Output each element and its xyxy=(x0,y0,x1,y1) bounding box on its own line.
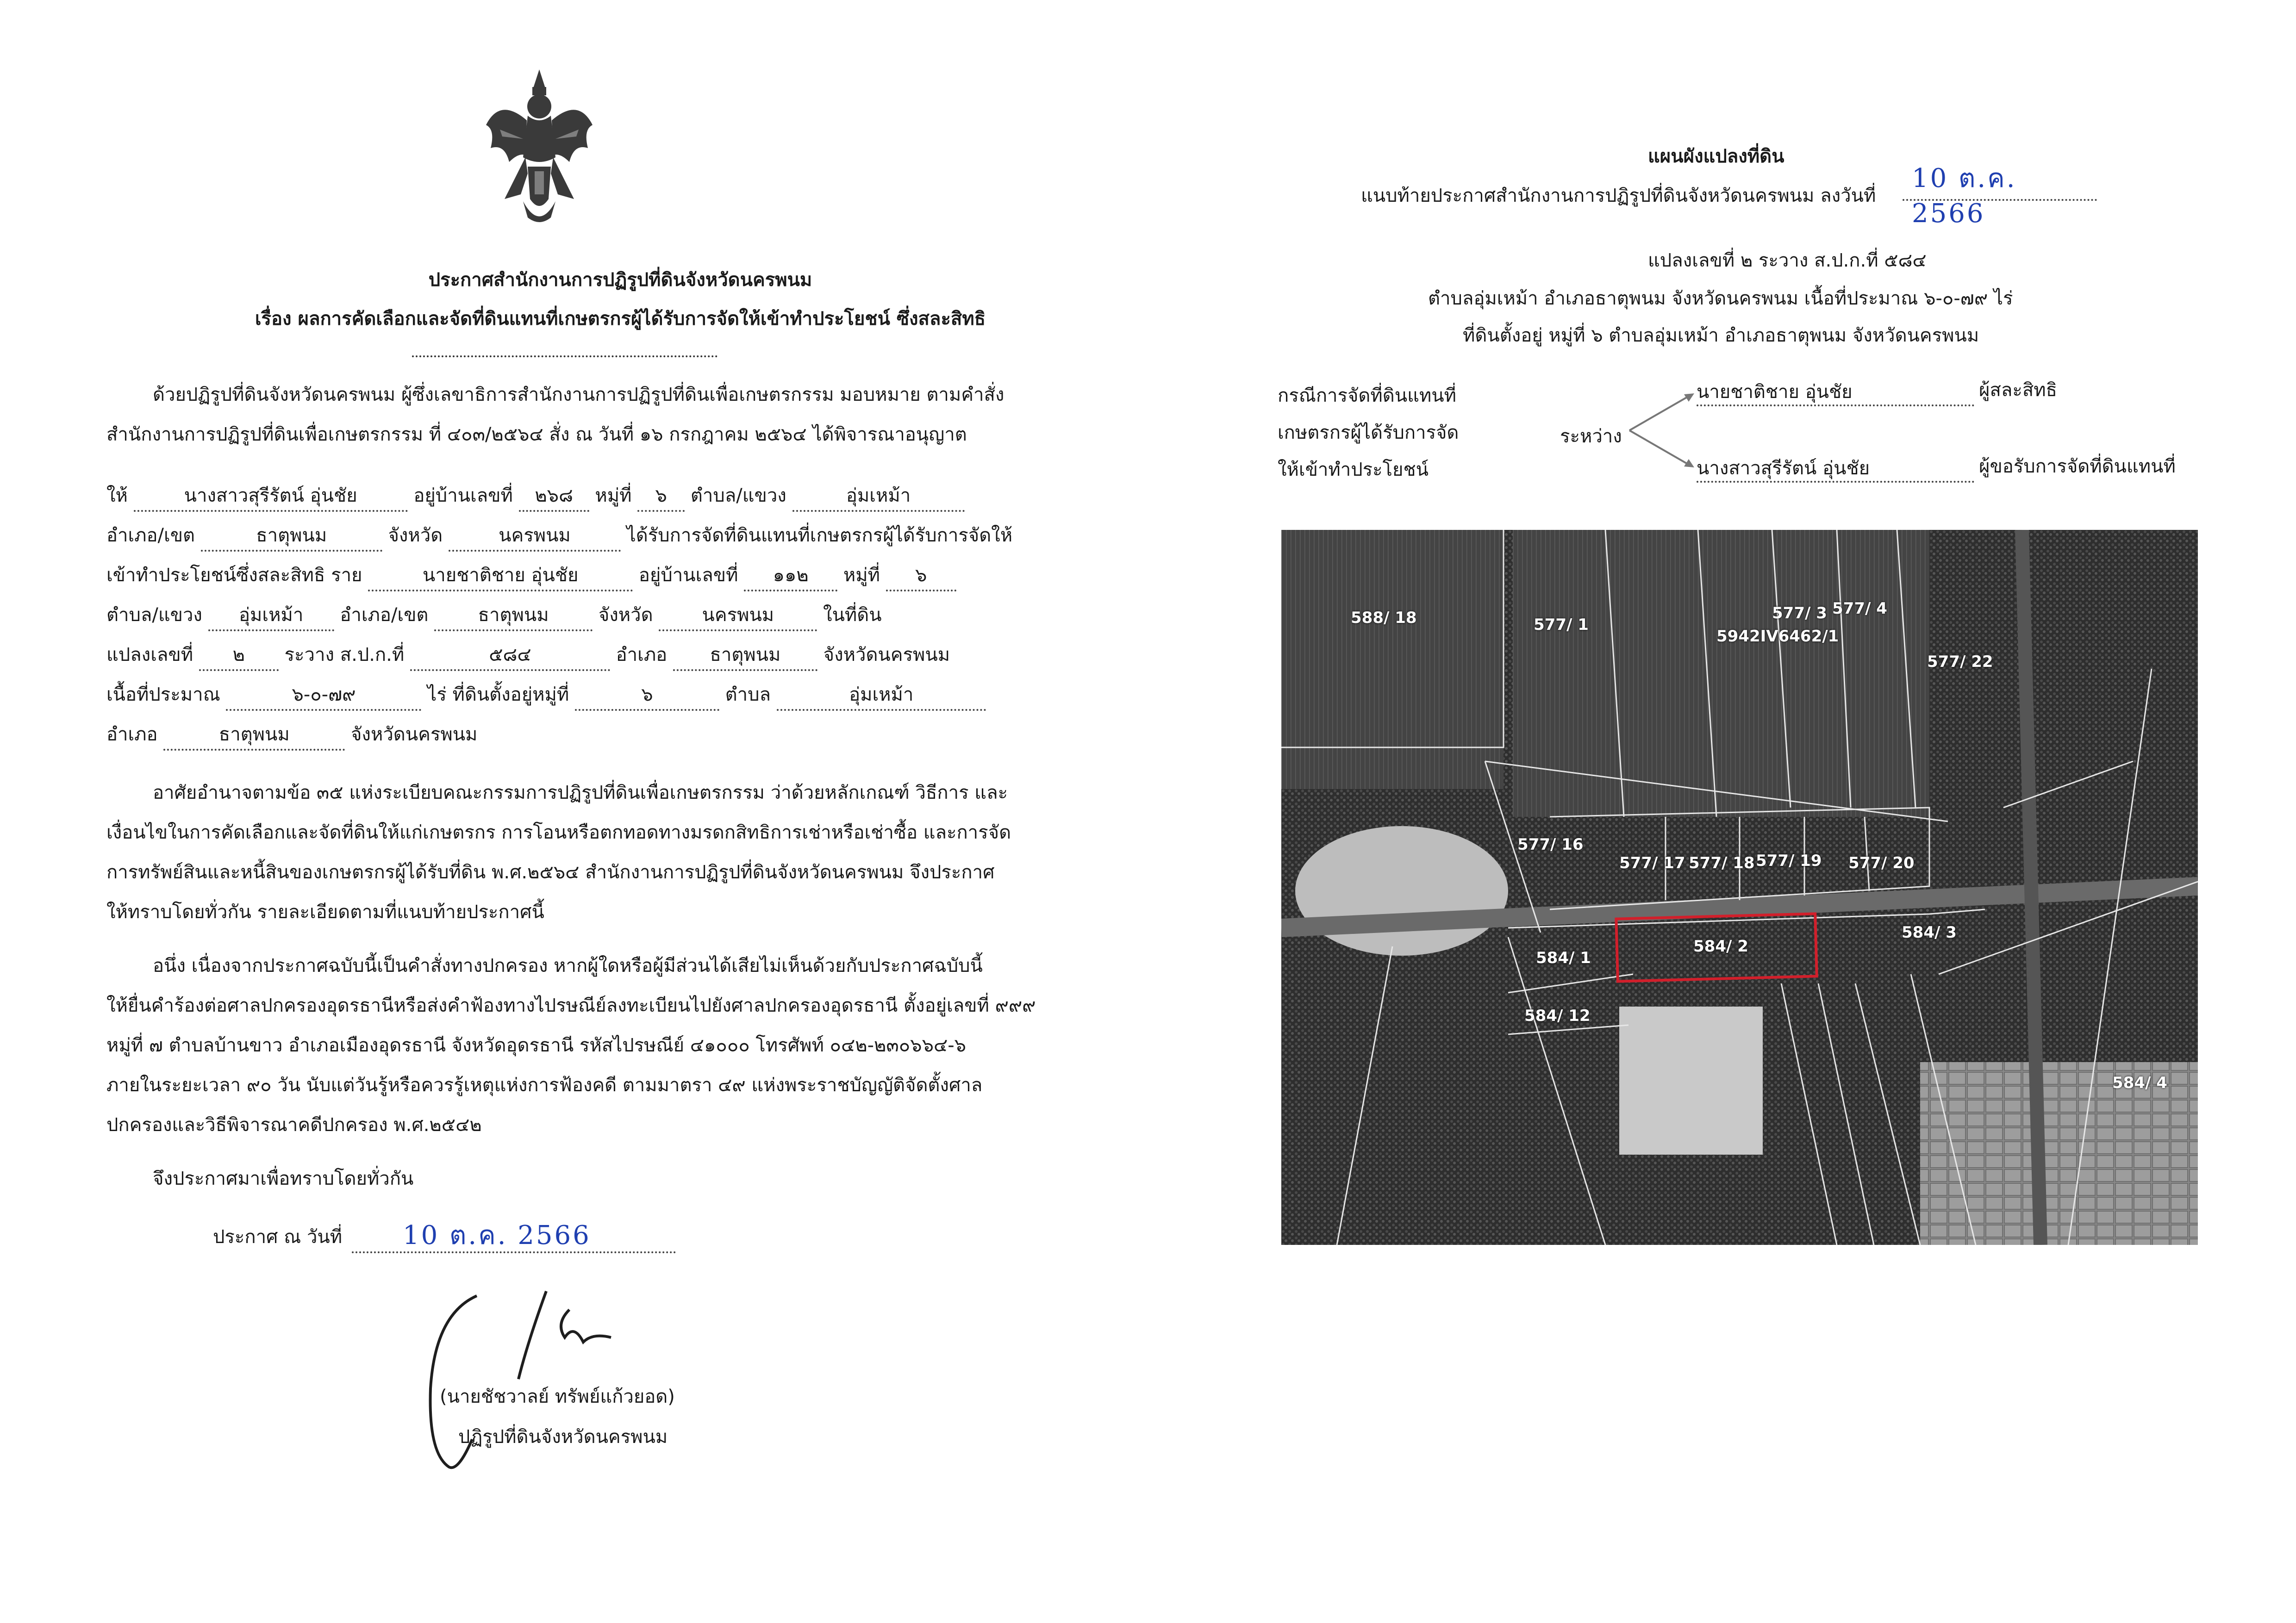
between-arrows xyxy=(1625,384,1699,477)
para2-line1: อาศัยอำนาจตามข้อ ๓๕ แห่งระเบียบคณะกรรมการปฏิรูปที่ดินเพื่อเกษตรกรรม ว่าด้วยหลักเกณฑ์ วิธีการ และ xyxy=(153,782,1008,803)
plot-number: ๒ xyxy=(199,640,279,671)
para2-line2: เงื่อนไขในการคัดเลือกและจัดที่ดินให้แก่เกษตรกร การโอนหรือตกทอดทางมรดกสิทธิการเช่าหรือเช่าซื้อ และการจัด xyxy=(106,822,1011,843)
para1-line1: ด้วยปฏิรูปที่ดินจังหวัดนครพนม ผู้ซึ่งเลขาธิการสำนักงานการปฏิรูปที่ดินเพื่อเกษตรกรรม มอบหมาย ตามคำสั่ง xyxy=(153,384,1004,405)
parcel-label-16: 584/ 4 xyxy=(2112,1074,2167,1092)
form-row-1 xyxy=(106,480,965,512)
announce-date-label: ประกาศ ณ วันที่ xyxy=(213,1226,343,1248)
form-row-3 xyxy=(106,560,956,591)
label-moo: หมู่ที่ xyxy=(595,485,632,506)
label-house2: อยู่บ้านเลขที่ xyxy=(638,565,738,586)
map-title: แผนผังแปลงที่ดิน xyxy=(1648,146,1784,167)
party2-name: นางสาวสุรีรัตน์ อุ่นชัย xyxy=(1697,458,1870,479)
form-row-5 xyxy=(106,640,950,671)
plot-location-line: ตำบลอุ่มเหม้า อำเภอธาตุพนม จังหวัดนครพนม เนื้อที่ประมาณ ๖-๐-๗๙ ไร่ xyxy=(1428,288,2013,309)
party1-role: ผู้สละสิทธิ xyxy=(1979,379,2058,401)
case-line-1: กรณีการจัดที่ดินแทนที่ xyxy=(1278,385,1456,406)
original-holder-house-no: ๑๑๒ xyxy=(744,560,837,591)
attachment-date: 10 ต.ค. 2566 xyxy=(1912,163,2017,229)
plot-tambon: อุ่มเหม้า xyxy=(777,679,986,711)
label-alro-sheet: ระวาง ส.ป.ก.ที่ xyxy=(284,644,405,665)
original-holder-moo: ๖ xyxy=(886,560,956,591)
parcel-label-3: 5942IV6462/1 xyxy=(1716,627,1839,646)
alro-sheet-number: ๕๘๔ xyxy=(410,640,610,671)
recipient-tambon: อุ่มเหม้า xyxy=(792,480,965,512)
parcel-label-15: 584/ 12 xyxy=(1524,1007,1591,1025)
form-row-2 xyxy=(106,520,1012,552)
label-house: อยู่บ้านเลขที่ xyxy=(413,485,513,506)
recipient-province: นครพนม xyxy=(449,520,621,552)
form-row-7 xyxy=(106,719,477,751)
parcel-label-12: 584/ 1 xyxy=(1536,949,1591,967)
label-tambon2: ตำบล/แขวง xyxy=(106,604,202,626)
label-province: จังหวัด xyxy=(388,525,443,546)
label-area: เนื้อที่ประมาณ xyxy=(106,684,220,705)
recipient-house-no: ๒๖๘ xyxy=(519,480,589,512)
title-divider xyxy=(412,355,718,357)
label-tambon: ตำบล/แขวง xyxy=(690,485,786,506)
parcel-label-5: 577/ 4 xyxy=(1832,599,1887,618)
para1-line2: สำนักงานการปฏิรูปที่ดินเพื่อเกษตรกรรม ที่ ๔๐๓/๒๕๖๔ สั่ง ณ วันที่ ๑๖ กรกฎาคม ๒๕๖๔ ได้พิจารณาอนุญาต xyxy=(106,424,967,445)
form-row-4 xyxy=(106,600,882,631)
recipient-moo: ๖ xyxy=(637,480,685,512)
announce-date-line xyxy=(352,1209,676,1253)
party2-line xyxy=(1697,451,1974,483)
party2-role: ผู้ขอรับการจัดที่ดินแทนที่ xyxy=(1979,456,2176,477)
announce-date: 10 ต.ค. 2566 xyxy=(403,1220,591,1250)
parcel-label-6: 577/ 22 xyxy=(1927,653,1993,671)
parcel-map xyxy=(1281,530,2198,1245)
row2-tail: ได้รับการจัดที่ดินแทนที่เกษตรกรผู้ได้รับการจัดให้ xyxy=(626,525,1013,546)
plot-site-line: ที่ดินตั้งอยู่ หมู่ที่ ๖ ตำบลอุ่มเหม้า อำเภอธาตุพนม จังหวัดนครพนม xyxy=(1463,325,1979,346)
attachment-label: แนบท้ายประกาศสำนักงานการปฏิรูปที่ดินจังหวัดนครพนม ลงวันที่ xyxy=(1361,185,1876,206)
label-give: ให้ xyxy=(106,485,128,506)
label-amphoe: อำเภอ/เขต xyxy=(106,525,195,546)
para3-line1: อนึ่ง เนื่องจากประกาศฉบับนี้เป็นคำสั่งทางปกครอง หากผู้ใดหรือผู้มีส่วนได้เสียไม่เห็นด้วยกับประกาศฉบับนี้ xyxy=(153,955,983,976)
para2-line4: ให้ทราบโดยทั่วกัน รายละเอียดตามที่แนบท้ายประกาศนี้ xyxy=(106,902,544,923)
plot-amphoe: ธาตุพนม xyxy=(673,640,817,671)
original-holder-tambon: อุ่มเหม้า xyxy=(208,600,334,631)
recipient-amphoe: ธาตุพนม xyxy=(201,520,382,552)
row4-tail: ในที่ดิน xyxy=(823,604,882,626)
announcement-subject: เรื่อง ผลการคัดเลือกและจัดที่ดินแทนที่เกษตรกรผู้ได้รับการจัดให้เข้าทำประโยชน์ ซึ่งสละสิทธิ xyxy=(255,308,986,330)
garuda-emblem xyxy=(481,60,597,236)
label-amphoe4: อำเภอ xyxy=(106,724,158,745)
parcel-label-9: 577/ 18 xyxy=(1689,854,1755,872)
announcement-title: ประกาศสำนักงานการปฏิรูปที่ดินจังหวัดนครพนม xyxy=(428,269,812,291)
plot-area: ๖-๐-๗๙ xyxy=(226,679,421,711)
plot-amphoe2: ธาตุพนม xyxy=(163,719,345,751)
label-plot: แปลงเลขที่ xyxy=(106,644,193,665)
label-tambon3: ตำบล xyxy=(725,684,771,705)
original-holder-name: นายชาติชาย อุ่นชัย xyxy=(368,560,633,591)
parcel-label-highlight: 584/ 2 xyxy=(1693,937,1748,956)
form-row-6 xyxy=(106,679,986,711)
parcel-label-11: 577/ 20 xyxy=(1848,854,1915,872)
para3-line4: ภายในระยะเวลา ๙๐ วัน นับแต่วันรู้หรือควรรู้เหตุแห่งการฟ้องคดี ตามมาตรา ๔๙ แห่งพระราชบัญญัติจัดตั้งศาล xyxy=(106,1075,983,1096)
row7-tail: จังหวัดนครพนม xyxy=(350,724,478,745)
para2-line3: การทรัพย์สินและหนี้สินของเกษตรกรผู้ได้รับที่ดิน พ.ศ.๒๕๖๔ สำนักงานการปฏิรูปที่ดินจังหวัดนครพนม จึงประกาศ xyxy=(106,862,995,883)
label-moo2: หมู่ที่ xyxy=(843,565,880,586)
parcel-label-8: 577/ 17 xyxy=(1619,854,1685,872)
case-line-3: ให้เข้าทำประโยชน์ xyxy=(1278,459,1429,480)
label-province2: จังหวัด xyxy=(598,604,653,626)
case-line-2: เกษตรกรผู้ได้รับการจัด xyxy=(1278,422,1459,443)
plot-info-line: แปลงเลขที่ ๒ ระวาง ส.ป.ก.ที่ ๕๘๔ xyxy=(1648,250,1927,271)
signer-title: ปฏิรูปที่ดินจังหวัดนครพนม xyxy=(458,1426,668,1448)
para3-line2: ให้ยื่นคำร้องต่อศาลปกครองอุดรธานีหรือส่งคำฟ้องทางไปรษณีย์ลงทะเบียนไปยังศาลปกครองอุดรธานี ตั้งอยู่เลขที่ ๙๙๙ xyxy=(106,995,1036,1016)
label-amphoe2: อำเภอ/เขต xyxy=(340,604,429,626)
between-label: ระหว่าง xyxy=(1560,426,1622,447)
parcel-label-14: 584/ 3 xyxy=(1902,923,1957,942)
row5-tail: จังหวัดนครพนม xyxy=(823,644,950,665)
para3-line3: หมู่ที่ ๗ ตำบลบ้านขาว อำเภอเมืองอุดรธานี จังหวัดอุดรธานี รหัสไปรษณีย์ ๔๑๐๐๐ โทรศัพท์ ๐๔๒-๒๓๐๖๖๔-๖ xyxy=(106,1035,967,1056)
party1-name: นายชาติชาย อุ่นชัย xyxy=(1697,381,1853,403)
plot-moo: ๖ xyxy=(575,679,719,711)
parcel-label-1: 588/ 18 xyxy=(1351,609,1417,627)
recipient-name: นางสาวสุรีรัตน์ อุ่นชัย xyxy=(134,480,408,512)
label-amphoe3: อำเภอ xyxy=(616,644,668,665)
parcel-label-10: 577/ 19 xyxy=(1756,852,1822,870)
row3-head: เข้าทำประโยชน์ซึ่งสละสิทธิ ราย xyxy=(106,565,362,586)
label-located-moo: ที่ดินตั้งอยู่หมู่ที่ xyxy=(452,684,569,705)
para3-line5: ปกครองและวิธีพิจารณาคดีปกครอง พ.ศ.๒๕๔๒ xyxy=(106,1114,482,1136)
attachment-date-line xyxy=(1903,153,2097,229)
closing-statement: จึงประกาศมาเพื่อทราบโดยทั่วกัน xyxy=(153,1168,414,1189)
parcel-label-4: 577/ 3 xyxy=(1772,604,1827,622)
original-holder-province: นครพนม xyxy=(659,600,817,631)
original-holder-amphoe: ธาตุพนม xyxy=(434,600,593,631)
label-rai: ไร่ xyxy=(427,684,447,705)
signer-name: (นายชัชวาลย์ ทรัพย์แก้วยอด) xyxy=(440,1386,675,1407)
parcel-label-2: 577/ 1 xyxy=(1534,616,1589,634)
parcel-label-7: 577/ 16 xyxy=(1517,835,1584,854)
party1-line xyxy=(1697,375,1974,406)
